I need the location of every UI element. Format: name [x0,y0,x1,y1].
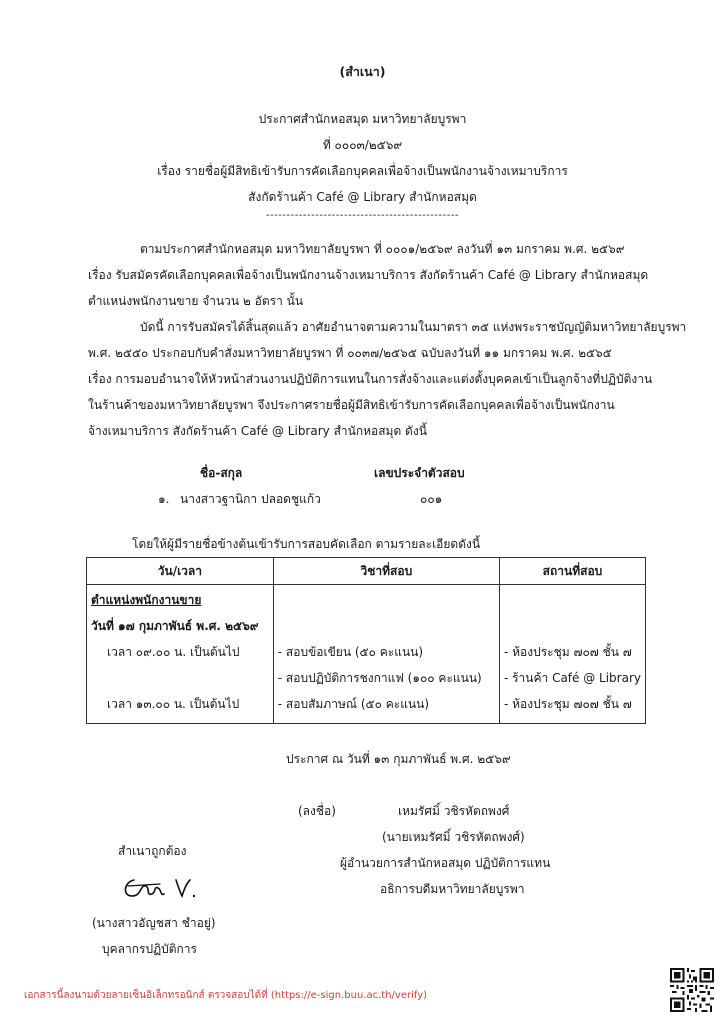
paragraph-1 [88,236,648,314]
schedule-place: - ร้านค้า Café @ Library [503,671,641,685]
schedule-position: ตำแหน่งพนักงานขาย [91,593,202,607]
schedule-header-subject: วิชาที่สอบ [273,558,499,585]
schedule-date: วันที่ ๑๗ กุมภาพันธ์ พ.ศ. ๒๕๖๙ [91,619,259,633]
paragraph-2-line: เรื่อง การมอบอำนาจให้หัวหน้าส่วนงานปฏิบัติการแทนในการสั่งจ้างและแต่งตั้งบุคคลเข้าเป็นลูกจ้างที่ปฏิบัติงาน [88,372,653,386]
header-divider: ----------------------------------------------- [265,210,460,221]
schedule-spacer [91,665,269,691]
paragraph-1-line: เรื่อง รับสมัครคัดเลือกบุคคลเพื่อจ้างเป็นพนักงานจ้างเหมาบริการ สังกัดร้านค้า Café @ Library สำนักหอสมุด [88,268,649,282]
paragraph-2-line: ในร้านค้าของมหาวิทยาลัยบูรพา จึงประกาศรายชื่อผู้มีสิทธิเข้ารับการคัดเลือกบุคคลเพื่อจ้างเป็นพนักงาน [88,398,615,412]
schedule-subject: - สอบสัมภาษณ์ (๕๐ คะแนน) [277,697,430,711]
schedule-table [86,557,646,724]
schedule-place: - ห้องประชุม ๗๐๗ ชั้น ๗ [503,645,632,659]
paragraph-2-line: จ้างเหมาบริการ สังกัดร้านค้า Café @ Library สำนักหอสมุด ดังนี้ [88,424,427,438]
schedule-subject: - สอบปฏิบัติการชงกาแฟ (๑๐๐ คะแนน) [277,671,482,685]
schedule-header-row [87,558,646,585]
signatory-full-name: (นายเหมรัศมิ์ วชิรหัตถพงศ์) [382,830,525,844]
paragraph-2-line: พ.ศ. ๒๕๕๐ ประกอบกับคำสั่งมหาวิทยาลัยบูรพา ที่ ๐๐๓๗/๒๕๖๕ ฉบับลงวันที่ ๑๑ มกราคม พ.ศ. ๒๕๖๕ [88,346,612,360]
paragraph-2 [88,314,687,444]
announcement-subject: เรื่อง รายชื่อผู้มีสิทธิเข้ารับการคัดเลือกบุคคลเพื่อจ้างเป็นพนักงานจ้างเหมาบริการ [157,164,568,178]
e-signature-note[interactable]: เอกสารนี้ลงนามด้วยลายเซ็นอิเล็กทรอนิกส์ ตรวจสอบได้ที่ (https://e-sign.buu.ac.th/verify) [24,990,428,1001]
schedule-spacer [504,587,641,613]
schedule-spacer [278,613,495,639]
schedule-header-datetime: วัน/เวลา [87,558,274,585]
paragraph-2-line: บัดนี้ การรับสมัครได้สิ้นสุดแล้ว อาศัยอำนาจตามความในมาตรา ๓๕ แห่งพระราชบัญญัติมหาวิทยาลัยบูรพา [140,320,687,334]
copy-mark: (สำเนา) [339,64,386,79]
certified-copy-label: สำเนาถูกต้อง [118,844,187,858]
schedule-intro: โดยให้ผู้มีรายชื่อข้างต้นเข้ารับการสอบคัดเลือก ตามรายละเอียดดังนี้ [132,537,481,551]
schedule-subject-cell [273,585,499,724]
schedule-place-cell [499,585,645,724]
signed-label: (ลงชื่อ) [298,804,336,818]
schedule-subject: - สอบข้อเขียน (๕๐ คะแนน) [277,645,424,659]
schedule-datetime-cell [87,585,274,724]
candidate-id: ๐๐๑ [420,492,443,506]
signatory-title-cont: อธิการบดีมหาวิทยาลัยบูรพา [380,882,525,896]
certifier-role: บุคลากรปฏิบัติการ [102,942,197,956]
announcement-title: ประกาศสำนักหอสมุด มหาวิทยาลัยบูรพา [258,112,467,126]
paragraph-1-line: ตามประกาศสำนักหอสมุด มหาวิทยาลัยบูรพา ที่ ๐๐๐๑/๒๕๖๙ ลงวันที่ ๑๓ มกราคม พ.ศ. ๒๕๖๙ [140,242,625,256]
schedule-time-morning: เวลา ๐๙.๐๐ น. เป็นต้นไป [107,645,240,659]
schedule-time-afternoon: เวลา ๑๓.๐๐ น. เป็นต้นไป [107,697,240,711]
announcement-number: ที่ ๐๐๐๓/๒๕๖๙ [322,138,403,152]
schedule-row [87,585,646,724]
candidate-index: ๑. [158,492,170,506]
schedule-spacer [278,587,495,613]
candidate-name: นางสาวฐานิกา ปลอดชูแก้ว [180,492,321,506]
handwritten-signature [120,874,200,902]
certifier-name: (นางสาวอัญชสา ชำอยู่) [92,916,216,930]
verification-qr-code[interactable] [670,968,714,1012]
candidate-name-header: ชื่อ-สกุล [200,466,243,480]
announcement-subject-cont: สังกัดร้านค้า Café @ Library สำนักหอสมุด [248,190,477,204]
signatory-signed-name: เหมรัศมิ์ วชิรหัตถพงศ์ [398,804,510,818]
schedule-spacer [504,613,641,639]
announce-date: ประกาศ ณ วันที่ ๑๓ กุมภาพันธ์ พ.ศ. ๒๕๖๙ [286,752,511,766]
schedule-place: - ห้องประชุม ๗๐๗ ชั้น ๗ [503,697,632,711]
candidate-id-header: เลขประจำตัวสอบ [374,466,465,480]
paragraph-1-line: ตำแหน่งพนักงานขาย จำนวน ๒ อัตรา นั้น [88,294,304,308]
schedule-header-place: สถานที่สอบ [499,558,645,585]
signatory-title: ผู้อำนวยการสำนักหอสมุด ปฏิบัติการแทน [340,856,551,870]
